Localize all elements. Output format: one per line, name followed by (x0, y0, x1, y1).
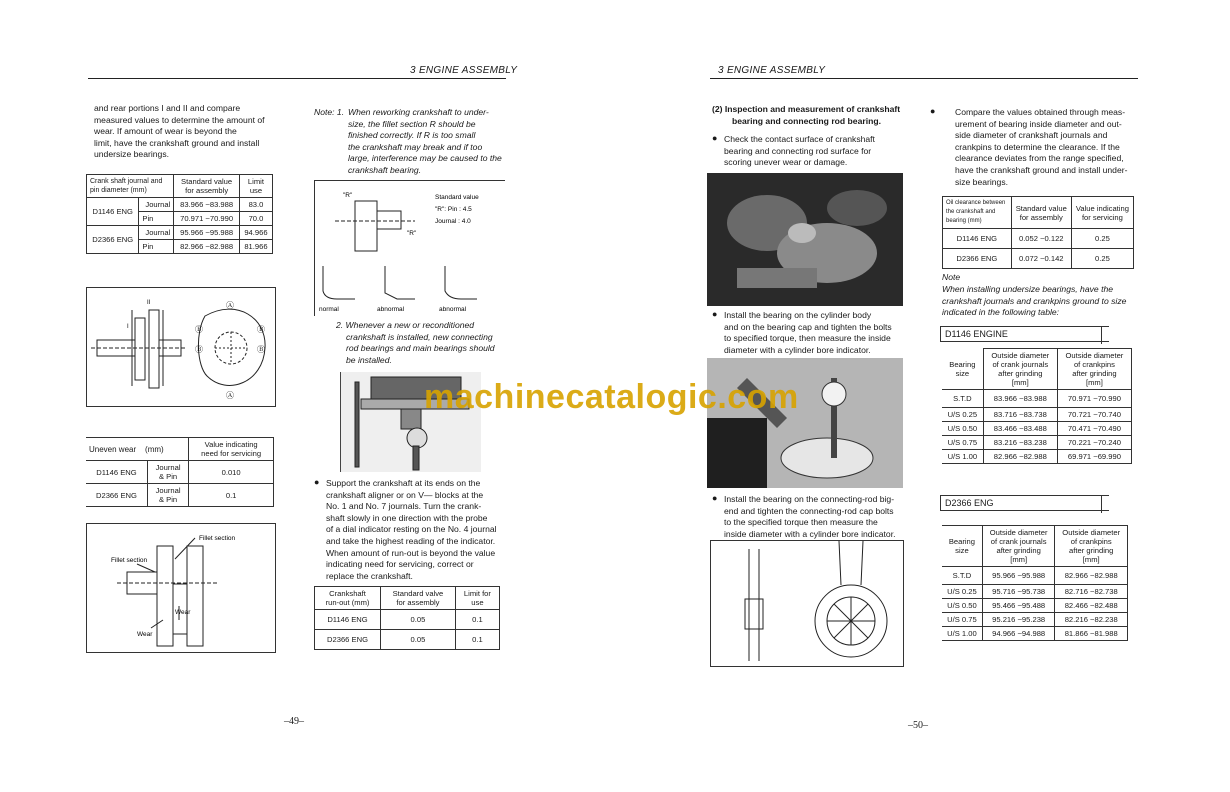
header-text: Standard value (181, 177, 233, 186)
header-text: Bearing (949, 359, 976, 369)
table-row (87, 198, 273, 212)
value-cell: 0.05 (381, 630, 456, 650)
engine-cell: D2366 ENG (315, 630, 381, 650)
header-text: Outside diameter (1065, 351, 1124, 360)
value-cell: 82.966 ~82.988 (983, 450, 1057, 464)
standard-value-label: Standard value (435, 194, 479, 201)
header-text: Outside diameter (1062, 528, 1121, 537)
value-cell: 0.052 ~0.122 (1011, 229, 1071, 249)
part-cell (147, 461, 188, 484)
table-row (942, 585, 1128, 599)
abnormal-label: abnormal (377, 306, 405, 313)
table-row (942, 627, 1128, 641)
value-cell: 0.010 (189, 461, 274, 484)
value-cell: 0.05 (381, 610, 456, 630)
size-cell: U/S 0.50 (942, 599, 982, 613)
r-label: "R" (407, 230, 417, 237)
header-text: Value indicating (1075, 203, 1129, 213)
note-label: Note: 1. (314, 107, 345, 117)
value-cell: 95.966 ~95.988 (982, 567, 1055, 585)
d1146-undersize-table (942, 348, 1132, 464)
engine-cell: D1146 ENG (943, 229, 1012, 249)
undersize-note (942, 284, 1134, 319)
header-text: after grinding (998, 369, 1043, 378)
text-line: indicating need for servicing, correct or (326, 559, 474, 570)
install-rod-paragraph (724, 494, 902, 540)
table-header-cell (942, 526, 982, 567)
header-text: Uneven wear (89, 444, 137, 454)
note-2 (336, 320, 506, 366)
text-line: shaft slowly in one direction with the probe (326, 512, 488, 523)
value-cell: 70.971 ~70.990 (174, 212, 240, 226)
size-cell: S.T.D (942, 390, 983, 408)
table-header-cell (174, 175, 240, 198)
header-text: run-out (mm) (325, 598, 370, 607)
page-number-left: –49– (284, 716, 304, 727)
crank-measure-diagram (87, 288, 275, 406)
value-cell: 83.216 ~83.238 (983, 436, 1057, 450)
table-row (942, 408, 1132, 422)
section-2-title (712, 104, 912, 127)
wear-label: Wear (137, 631, 153, 638)
d2366-label-bracket (1101, 495, 1102, 513)
text-line: Compare the values obtained through meas- (955, 107, 1126, 117)
check-paragraph (724, 134, 902, 169)
watermark: machinecatalogic.com (424, 378, 799, 416)
d1146-label-bracket (1101, 326, 1102, 344)
value-cell: 69.971 ~69.990 (1057, 450, 1131, 464)
value-cell: 70.721 ~70.740 (1057, 408, 1131, 422)
fillet-radius-figure (314, 180, 505, 316)
header-text: of crank journals (992, 360, 1049, 369)
text-line: crankshaft bearing. (348, 164, 422, 175)
table-header-cell (87, 175, 174, 198)
value-cell: 0.25 (1071, 249, 1133, 269)
table-row (942, 390, 1132, 408)
header-text: Standard value (1015, 203, 1067, 213)
table-row (86, 484, 274, 507)
value-cell: 95.466 ~95.488 (982, 599, 1055, 613)
value-cell: 82.716 ~82.738 (1055, 585, 1128, 599)
fillet-section-label: Fillet section (111, 557, 148, 564)
value-cell: 83.0 (239, 198, 272, 212)
header-text: Crank shaft journal and (90, 178, 163, 185)
point-b-label: Ⓑ (257, 325, 265, 334)
header-text: Outside diameter (991, 351, 1050, 360)
value-cell: 95.716 ~95.738 (982, 585, 1055, 599)
engine-cell: D1146 ENG (86, 461, 147, 484)
engine-cell: D1146 ENG (315, 610, 381, 630)
header-text: of crankpins (1073, 360, 1115, 369)
normal-label: normal (319, 306, 339, 313)
size-cell: U/S 0.25 (942, 408, 983, 422)
text-line: be installed. (346, 354, 392, 365)
text-line: have the crankshaft ground and install under- (955, 164, 1128, 175)
engine-photo-illustration (707, 173, 903, 306)
point-b-label: Ⓑ (257, 345, 265, 354)
text-line: When amount of run-out is beyond the value (326, 547, 496, 558)
text-line: crankpins to determine the clearance. If the (955, 141, 1120, 152)
note-1 (348, 107, 508, 177)
portion-label: I (127, 324, 129, 330)
right-page-header: 3 ENGINE ASSEMBLY (718, 65, 826, 76)
text-line: 2. Whenever a new or reconditioned (336, 320, 475, 330)
table-header-cell (983, 349, 1057, 390)
bullet-icon: ● (712, 133, 718, 143)
text-line: Support the crankshaft at its ends on the (326, 478, 481, 488)
header-text: for assembly (396, 598, 440, 607)
header-text: use (249, 186, 263, 195)
table-header-cell (455, 587, 499, 610)
size-cell: U/S 0.75 (942, 436, 983, 450)
r-pin-label: "R": Pin : 4.5 (435, 206, 472, 213)
header-text: [mm] (1010, 555, 1028, 564)
right-header-rule (710, 78, 1138, 79)
part-cell: Journal (139, 226, 174, 240)
value-cell: 94.966 (239, 226, 272, 240)
fillet-wear-figure (86, 523, 276, 653)
value-cell: 82.966 ~82.988 (174, 240, 240, 254)
d1146-engine-label: D1146 ENGINE (940, 326, 1109, 342)
left-page-header: 3 ENGINE ASSEMBLY (410, 65, 518, 76)
table-header-cell (1071, 197, 1133, 229)
value-cell: 82.216 ~82.238 (1055, 613, 1128, 627)
table-header-cell (239, 175, 272, 198)
header-text: the crankshaft and (946, 209, 996, 215)
text-line: rod bearings and main bearings should (346, 343, 495, 354)
table-row (86, 461, 274, 484)
table-header-cell (943, 197, 1012, 229)
size-cell: U/S 0.50 (942, 422, 983, 436)
point-b-label: Ⓑ (195, 325, 203, 334)
part-text: Journal (155, 486, 181, 495)
table-row (942, 599, 1128, 613)
header-text: Limit for (463, 589, 491, 598)
value-cell: 95.216 ~95.238 (982, 613, 1055, 627)
table-header-cell (1011, 197, 1071, 229)
header-text: size (955, 546, 969, 555)
header-text: after grinding (1072, 369, 1117, 378)
text-line: and on the bearing cap and tighten the bolts (724, 321, 892, 332)
text-line: end and tighten the connecting-rod cap bolts (724, 505, 894, 516)
runout-table (314, 586, 500, 650)
compare-paragraph (955, 107, 1133, 188)
table-row (942, 436, 1132, 450)
value-cell: 83.966 ~83.988 (174, 198, 240, 212)
table-row (87, 226, 273, 240)
value-cell: 0.1 (455, 630, 499, 650)
install-paragraph (724, 310, 902, 356)
note-title: Note (942, 272, 961, 282)
engine-cell: D2366 ENG (86, 484, 147, 507)
table-header-cell (1055, 526, 1128, 567)
table-row (315, 630, 500, 650)
d2366-engine-label: D2366 ENG (940, 495, 1109, 511)
header-text: size (955, 368, 970, 378)
text-line: size, the fillet section R should be (348, 118, 476, 129)
value-cell: 94.966 ~94.988 (982, 627, 1055, 641)
point-a-label: Ⓐ (226, 391, 234, 400)
part-text: & Pin (159, 495, 178, 504)
table-header-cell (86, 438, 189, 461)
size-cell: U/S 1.00 (942, 450, 983, 464)
wear-label: Wear (175, 609, 191, 616)
text-line: to specified torque, then measure the inside (724, 333, 891, 344)
text-line: Check the contact surface of crankshaft (724, 134, 875, 144)
value-cell: 0.1 (455, 610, 499, 630)
value-cell: 70.0 (239, 212, 272, 226)
header-text: Value indicating (204, 440, 258, 449)
table-header-cell (982, 526, 1055, 567)
conrod-figure (710, 540, 904, 667)
text-line: (2) Inspection and measurement of crankshaft (712, 104, 901, 114)
value-cell: 81.966 (239, 240, 272, 254)
value-cell: 83.716 ~83.738 (983, 408, 1057, 422)
text-line: large, interference may be caused to the (348, 153, 502, 164)
value-cell: 82.966 ~82.988 (1055, 567, 1128, 585)
table-header-cell (315, 587, 381, 610)
text-line: clearance deviates from the range specified, (955, 153, 1124, 164)
part-text: Journal (155, 463, 181, 472)
table-row (942, 450, 1132, 464)
text-line: No. 1 and No. 7 journals. Turn the crank- (326, 501, 482, 512)
header-text: after grinding (996, 546, 1041, 555)
crank-measure-figure (86, 287, 276, 407)
point-b-label: Ⓑ (195, 345, 203, 354)
part-cell: Pin (139, 212, 174, 226)
point-a-label: Ⓐ (226, 301, 234, 310)
oil-clearance-table (942, 196, 1134, 269)
header-text: Limit (247, 177, 264, 186)
text-line: diameter with a cylinder bore indicator. (724, 344, 871, 355)
value-cell: 95.966 ~95.988 (174, 226, 240, 240)
value-cell: 0.072 ~0.142 (1011, 249, 1071, 269)
cylinder-body-photo (707, 173, 903, 306)
text-line: When reworking crankshaft to under- (348, 107, 489, 117)
table-row (942, 567, 1128, 585)
table-row (942, 422, 1132, 436)
r-journal-label: Journal : 4.0 (435, 218, 471, 225)
r-label: "R" (343, 192, 353, 199)
text-line: the crankshaft may break and if too (348, 141, 483, 152)
text-line: crankshaft journals and crankpins ground to size (942, 295, 1127, 306)
text-line: Install the bearing on the connecting-rod big- (724, 494, 895, 504)
support-paragraph (326, 478, 508, 582)
header-text: use (471, 598, 484, 607)
table-header-cell (189, 438, 274, 461)
bullet-icon: ● (712, 309, 718, 319)
value-cell: 81.866 ~81.988 (1055, 627, 1128, 641)
text-line: bearing and connecting rod bearing. (732, 115, 881, 126)
header-text: Crankshaft (329, 589, 366, 598)
bullet-icon: ● (314, 477, 320, 487)
text-line: and rear portions I and II and compare (94, 103, 241, 113)
text-line: replace the crankshaft. (326, 570, 413, 581)
engine-cell: D2366 ENG (943, 249, 1012, 269)
text-line: measured values to determine the amount of (94, 114, 265, 125)
text-line: bearing and connecting rod surface for (724, 145, 872, 156)
text-line: crankshaft is installed, new connecting (346, 331, 493, 342)
header-text: [mm] (1085, 378, 1103, 387)
bullet-icon: ● (712, 493, 718, 503)
header-text: Standard valve (392, 589, 444, 598)
size-cell: S.T.D (942, 567, 982, 585)
text-line: finished correctly. If R is too small (348, 130, 476, 141)
text-line: side diameter of crankshaft journals and (955, 130, 1108, 141)
header-text: for servicing (1081, 212, 1123, 222)
value-cell: 82.466 ~82.488 (1055, 599, 1128, 613)
engine-cell: D1146 ENG (87, 198, 139, 226)
value-cell: 83.466 ~83.488 (983, 422, 1057, 436)
header-text: of crank journals (990, 537, 1047, 546)
table-header-cell (1057, 349, 1131, 390)
table-header-cell (942, 349, 983, 390)
header-text: Outside diameter (989, 528, 1048, 537)
engine-cell: D2366 ENG (87, 226, 139, 254)
text-line: crankshaft aligner or on V— blocks at the (326, 489, 484, 500)
d2366-undersize-table (942, 525, 1128, 641)
table-row (943, 229, 1134, 249)
text-line: indicated in the following table: (942, 307, 1060, 318)
header-text: need for servicing (201, 449, 262, 458)
header-text: Oil clearance between (946, 200, 1006, 206)
text-line: urement of bearing inside diameter and out- (955, 118, 1122, 129)
value-cell: 0.1 (189, 484, 274, 507)
table-row (315, 610, 500, 630)
text-line: size bearings. (955, 176, 1009, 187)
value-cell: 70.471 ~70.490 (1057, 422, 1131, 436)
fillet-radius-diagram (315, 181, 505, 316)
table-header-cell (381, 587, 456, 610)
text-line: limit, have the crankshaft ground and install (94, 137, 260, 148)
left-col1-text (94, 103, 274, 161)
text-line: inside diameter with a cylinder bore indicator. (724, 528, 896, 539)
part-cell: Pin (139, 240, 174, 254)
text-line: to the specified torque then measure the (724, 517, 878, 528)
text-line: When installing undersize bearings, have the (942, 284, 1114, 294)
text-line: and take the highest reading of the indicator. (326, 535, 496, 546)
header-text: bearing (mm) (946, 218, 982, 224)
value-cell: 0.25 (1071, 229, 1133, 249)
table-row (942, 613, 1128, 627)
part-cell: Journal (139, 198, 174, 212)
left-header-rule (88, 78, 506, 79)
text-line: scoring unever wear or damage. (724, 157, 848, 168)
header-text: of crankpins (1070, 537, 1112, 546)
abnormal-label: abnormal (439, 306, 467, 313)
header-text: [mm] (1011, 378, 1029, 387)
part-cell (147, 484, 188, 507)
header-text: [mm] (1082, 555, 1100, 564)
size-cell: U/S 0.75 (942, 613, 982, 627)
value-cell: 70.971 ~70.990 (1057, 390, 1131, 408)
conrod-diagram (711, 541, 903, 666)
text-line: of a dial indicator resting on the No. 4 journal (326, 524, 497, 535)
table-row (943, 249, 1134, 269)
bullet-icon: ● (930, 106, 936, 116)
text-line: Install the bearing on the cylinder body (724, 310, 872, 320)
portion-label: II (147, 300, 151, 306)
header-text: for assembly (185, 186, 229, 195)
page-number-right: –50– (908, 720, 928, 731)
header-text: pin diameter (mm) (90, 187, 147, 194)
fillet-wear-diagram (87, 524, 275, 652)
header-text: Bearing (948, 537, 976, 546)
text-line: wear. If amount of wear is beyond the (94, 126, 237, 137)
size-cell: U/S 1.00 (942, 627, 982, 641)
size-cell: U/S 0.25 (942, 585, 982, 599)
header-text: after grinding (1069, 546, 1114, 555)
uneven-wear-table (86, 437, 274, 507)
text-line: undersize bearings. (94, 149, 170, 160)
journal-limit-table (86, 174, 273, 254)
fillet-section-label: Fillet section (199, 535, 236, 542)
part-text: & Pin (159, 472, 178, 481)
header-text: for assembly (1019, 212, 1063, 222)
value-cell: 70.221 ~70.240 (1057, 436, 1131, 450)
header-text: (mm) (145, 444, 164, 454)
value-cell: 83.966 ~83.988 (983, 390, 1057, 408)
